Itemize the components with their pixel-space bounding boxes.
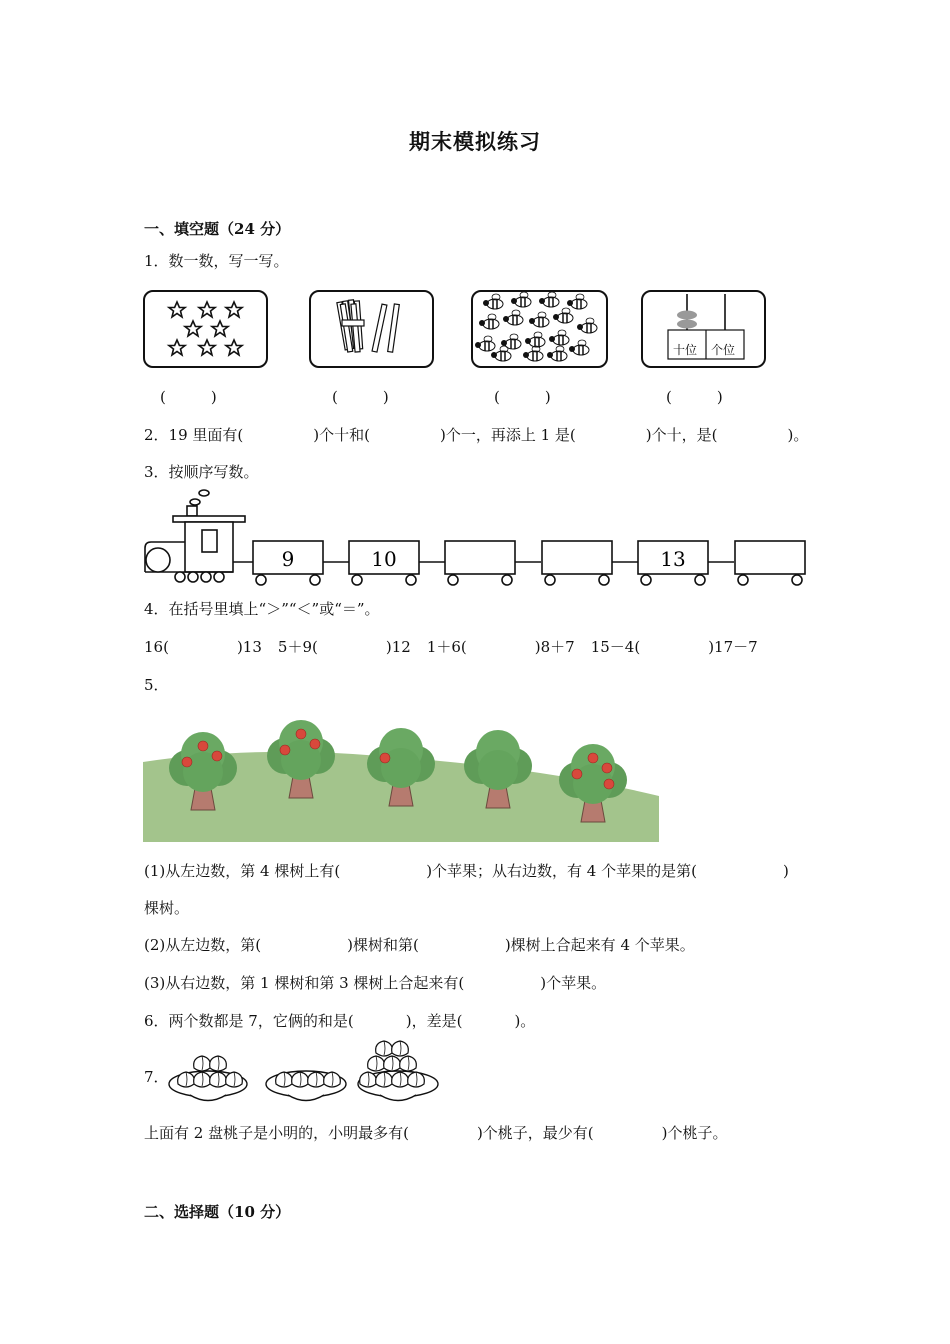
q4-item-left: 15－4(	[590, 638, 641, 656]
train-car-number: 10	[371, 547, 397, 571]
train-car-number: 9	[281, 547, 295, 571]
bees-picture	[471, 290, 608, 368]
q4-item-right: )13	[236, 638, 262, 656]
q1-answer-blank-1[interactable]: ( )	[160, 388, 217, 406]
train-car	[542, 541, 638, 585]
q2-part: 2．19 里面有(	[144, 426, 244, 444]
q5-sub1-text: )个苹果；从右边数，有 4 个苹果的是第(	[426, 862, 697, 880]
q2-text	[144, 424, 808, 445]
q5-sub2-text: )棵树上合起来有 4 个苹果。	[504, 936, 695, 954]
peach-icon	[308, 1072, 325, 1087]
train-car	[253, 541, 349, 585]
q4-item-left: 1＋6(	[426, 638, 467, 656]
q1-answer-blank-4[interactable]: ( )	[666, 388, 723, 406]
peach-icon	[324, 1072, 341, 1087]
stars-picture	[143, 290, 268, 368]
q4-item-right: )17－7	[708, 638, 758, 656]
q1-answer-blank-2[interactable]: ( )	[332, 388, 389, 406]
q5-sub2-text: (2)从左边数，第(	[144, 936, 262, 954]
peach-icon	[292, 1072, 309, 1087]
train-picture	[140, 484, 812, 590]
q2-part: )个一，再添上 1 是(	[439, 426, 576, 444]
q1-text: 1．数一数，写一写。	[144, 252, 289, 270]
q6-part: )。	[514, 1012, 536, 1030]
peach-icon	[368, 1056, 385, 1071]
peach-plates-picture	[168, 1040, 444, 1110]
peach-icon	[408, 1072, 425, 1087]
peach-icon	[194, 1056, 211, 1071]
q4-item-left: 5＋9(	[277, 638, 318, 656]
peach-icon	[276, 1072, 293, 1087]
q7-part: )个桃子。	[661, 1124, 728, 1142]
q2-part: )个十，是(	[645, 426, 718, 444]
q6-part: 6．两个数都是 7，它俩的和是(	[144, 1012, 354, 1030]
train-car	[735, 541, 805, 585]
q5-sub3-text: )个苹果。	[540, 974, 607, 992]
apple-icon	[602, 763, 612, 773]
page-title: 期末模拟练习	[409, 129, 541, 154]
peach-icon	[400, 1056, 417, 1071]
q6-text	[144, 1010, 535, 1031]
stick-bundle-icon	[311, 292, 432, 366]
apple-icon	[310, 739, 320, 749]
q5-sub1-text: (1)从左边数，第 4 棵树上有(	[144, 862, 341, 880]
peach-icon	[376, 1072, 393, 1087]
q1-answer-blank-3[interactable]: ( )	[494, 388, 551, 406]
peach-icon	[376, 1041, 393, 1056]
section-heading-fill-blank: 一、填空题（24 分）	[144, 220, 291, 238]
q5-sub2	[144, 934, 695, 955]
q4-text: 4．在括号里填上“＞”“＜”或“＝”。	[144, 600, 380, 618]
q7-part: )个桃子，最少有(	[476, 1124, 594, 1142]
q2-part: )。	[787, 426, 809, 444]
q7-label: 7．	[144, 1068, 169, 1086]
tens-place-label: 十位	[673, 343, 698, 357]
apple-icon	[380, 753, 390, 763]
apple-icon	[198, 741, 208, 751]
train-car	[445, 541, 541, 585]
peach-icon	[392, 1041, 409, 1056]
q3-text: 3．按顺序写数。	[144, 463, 259, 481]
peach-icon	[392, 1072, 409, 1087]
q4-comparisons	[144, 636, 758, 657]
section-heading-multiple-choice: 二、选择题（10 分）	[144, 1203, 291, 1221]
q4-item-left: 16(	[144, 638, 169, 656]
peach-icon	[360, 1072, 377, 1087]
q4-item-right: )12	[385, 638, 411, 656]
abacus-picture	[641, 290, 766, 368]
q5-sub1	[144, 860, 789, 881]
peach-icon	[226, 1072, 243, 1087]
q5-label: 5．	[144, 676, 169, 694]
q5-sub1-text: )	[782, 862, 789, 880]
peach-icon	[210, 1056, 227, 1071]
q6-part: )，差是(	[405, 1012, 463, 1030]
abacus-icon	[643, 292, 764, 366]
apple-icon	[572, 769, 582, 779]
q7-text	[144, 1122, 728, 1143]
peach-icon	[384, 1056, 401, 1071]
train-car	[349, 541, 445, 585]
stars-icon	[145, 292, 266, 366]
apple-icon	[296, 729, 306, 739]
q5-sub3-text: (3)从右边数，第 1 棵树和第 3 棵树上合起来有(	[144, 974, 465, 992]
q2-part: )个十和(	[313, 426, 370, 444]
q5-sub2-text: )棵树和第(	[347, 936, 419, 954]
peach-icon	[178, 1072, 195, 1087]
apple-icon	[604, 779, 614, 789]
apple-icon	[182, 757, 192, 767]
apple-icon	[588, 753, 598, 763]
apple-trees-picture	[143, 700, 659, 842]
q5-sub1-cont: 棵树。	[144, 899, 190, 917]
train-car-number: 13	[660, 547, 686, 571]
q4-item-right: )8＋7	[534, 638, 575, 656]
bee-icon	[473, 292, 606, 366]
q5-sub3	[144, 972, 606, 993]
sticks-picture	[309, 290, 434, 368]
peach-icon	[194, 1072, 211, 1087]
train-car	[638, 541, 734, 585]
apple-icon	[280, 745, 290, 755]
peach-icon	[210, 1072, 227, 1087]
apple-icon	[212, 751, 222, 761]
ones-place-label: 个位	[711, 343, 736, 357]
q7-part: 上面有 2 盘桃子是小明的，小明最多有(	[144, 1124, 409, 1142]
